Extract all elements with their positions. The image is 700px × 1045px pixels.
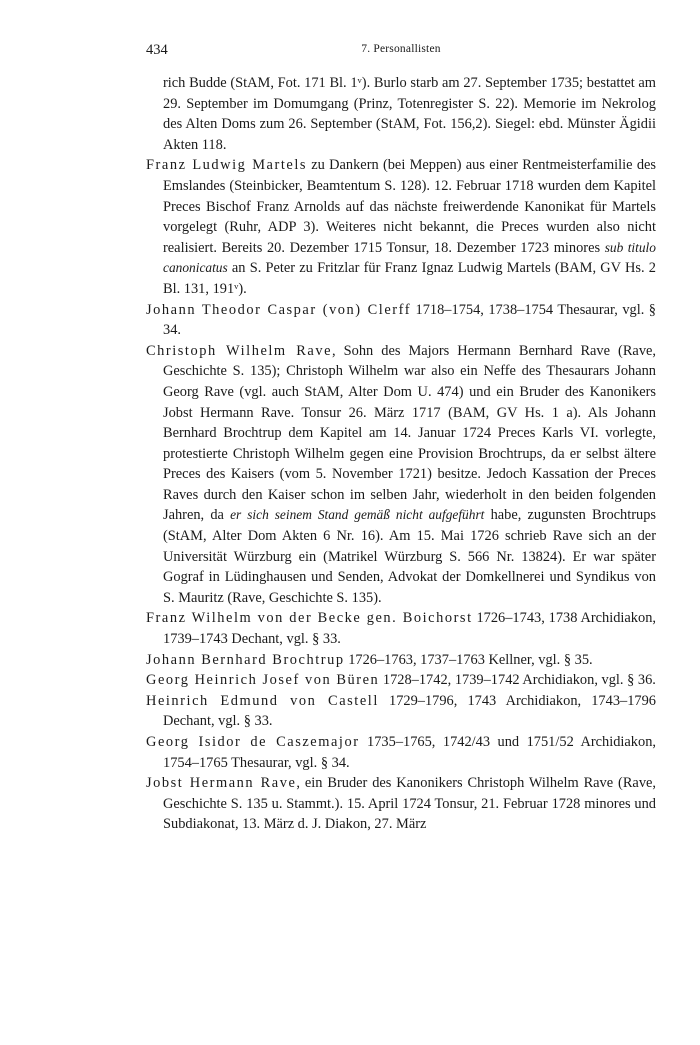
entry-text: rich Budde (StAM, Fot. 171 Bl. 1ᵛ). Burlo starb am 27. September 1735; bestattet am 29. September im Domumgang (Prinz, Totenregister S. 22). Memorie im Nekrolog des Alten Doms zum 26. September (StAM, Fot. 156,2). Siegel: ebd. Münster Ägidii Akten 118. — [163, 75, 656, 153]
entry-text: 1729–1796, 1743 Archidiakon, 1743–1796 Dechant, vgl. § 33. — [163, 692, 656, 730]
entry-castell — [146, 691, 656, 732]
entry-text: 1735–1765, 1742/43 und 1751/52 Archidiakon, 1754–1765 Thesaurar, vgl. § 34. — [163, 734, 656, 771]
entry-text-continued: habe, zugunsten Brochtrups (StAM, Alter Dom Akten 6 Nr. 16). Am 15. Mai 1726 schrieb Rave sich an der Universität Würzburg ein (Matrikel Würzburg S. 566 Nr. 13824). Er war später Gograf in Lüdinghausen und Senden, Advokat der Domkellnerei und Syndikus von S. Mauritz (Rave, Geschichte S. 135). — [163, 507, 657, 606]
entry-list — [146, 73, 656, 835]
running-title: 7. Personallisten — [361, 43, 441, 55]
entry-name: Jobst Hermann Rave — [146, 775, 297, 792]
entry-jobst-rave — [146, 773, 656, 835]
entry-text: 1726–1763, 1737–1763 Kellner, vgl. § 35. — [344, 651, 593, 668]
entry-brochtrup — [146, 650, 656, 671]
entry-christoph-rave — [146, 341, 656, 609]
entry-name: Johann Theodor Caspar (von) Clerff — [146, 301, 412, 318]
entry-text: 1718–1754, 1738–1754 Thesaurar, vgl. § 34. — [163, 301, 656, 339]
entry-name: Franz Wilhelm von der Becke gen. Boichorst — [146, 610, 473, 627]
document-page — [146, 42, 656, 835]
entry-clerff — [146, 300, 656, 341]
page-number: 434 — [146, 42, 168, 58]
entry-name: Georg Isidor de Caszemajor — [146, 734, 360, 750]
entry-text: , Sohn des Majors Hermann Bernhard Rave (Rave, Geschichte S. 135); Christoph Wilhelm war also ein Neffe des Thesaurars Johann Georg Rave (vgl. auch StAM, Alter Dom U. 474) und ein Bruder des Kanonikers Jobst Hermann Rave. Tonsur 26. März 1717 (BAM, GV Hs. 1 a). Als Johann Bernhard Brochtrup dem Kapitel am 14. Januar 1724 Preces Karls VI. vorlegte, protestierte Christoph Wilhelm gegen eine Provision Brochtrups, da er selbst ältere Preces des Kaisers (vom 5. November 1721) besitze. Jedoch Kassation der Preces Raves durch den Kaiser schon im selben Jahr, wiederholt in den beiden folgenden Jahren, da — [163, 342, 657, 524]
entry-italic-phrase: er sich seinem Stand gemäß nicht aufgeführt — [230, 507, 485, 523]
entry-text: 1726–1743, 1738 Archidiakon, 1739–1743 Dechant, vgl. § 33. — [163, 610, 656, 648]
entry-name: Heinrich Edmund von Castell — [146, 692, 379, 709]
entry-italic-phrase: sub titulo canonicatus — [163, 239, 656, 276]
entry-name: Johann Bernhard Brochtrup — [146, 651, 345, 668]
entry-name: Christoph Wilhelm Rave — [146, 342, 333, 359]
entry-text-continued: an S. Peter zu Fritzlar für Franz Ignaz Ludwig Martels (BAM, GV Hs. 2 Bl. 131, 191ᵛ). — [163, 260, 656, 297]
entry-martels — [146, 155, 656, 299]
entry-bueren — [146, 670, 656, 691]
entry-name: Georg Heinrich Josef von Büren — [146, 672, 380, 689]
running-header — [146, 42, 656, 64]
entry-continued — [146, 73, 656, 155]
entry-caszemajor — [146, 732, 656, 773]
entry-text: , ein Bruder des Kanonikers Christoph Wilhelm Rave (Rave, Geschichte S. 135 u. Stammt.). 15. April 1724 Tonsur, 21. Februar 1728 minores und Subdiakonat, 13. März d. J. Diakon, 27. März — [163, 775, 656, 833]
entry-name: Franz Ludwig Martels — [146, 157, 308, 174]
entry-text: zu Dankern (bei Meppen) aus einer Rentmeisterfamilie des Emslandes (Steinbicker, Beamtentum S. 128). 12. Februar 1718 wurden dem Kapitel Preces Bischof Franz Arnolds auf das nächste freiwerdende Kanonikat für Martels vorgelegt (Ruhr, ADP 3). Weiteres nicht bekannt, die Preces wurden also nicht realisiert. Bereits 20. Dezember 1715 Tonsur, 18. Dezember 1723 minores — [163, 157, 657, 256]
entry-becke — [146, 608, 656, 649]
entry-text: 1728–1742, 1739–1742 Archidiakon, vgl. § 36. — [379, 672, 656, 689]
